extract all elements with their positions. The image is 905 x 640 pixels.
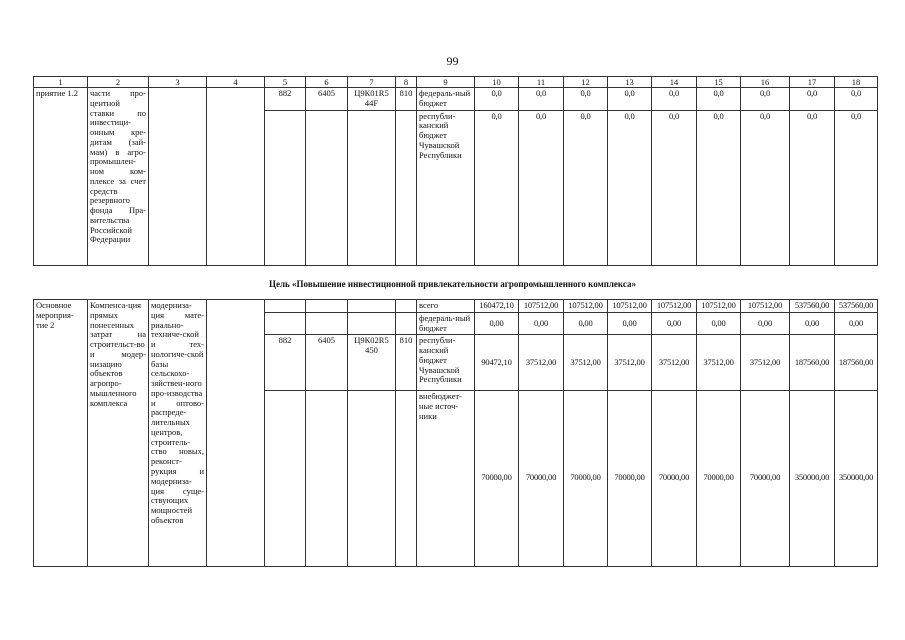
value-cell: 70000,00: [652, 391, 697, 567]
column-number: 7: [348, 77, 396, 88]
empty-cell: [396, 312, 417, 335]
value-cell: 0,0: [519, 110, 564, 265]
funding-source: республи-канский бюджет Чувашской Республики: [417, 110, 475, 265]
value-cell: 107512,00: [608, 300, 652, 313]
value-cell: 0,0: [697, 88, 741, 111]
value-cell: 187560,00: [790, 335, 835, 391]
column-number: 10: [475, 77, 519, 88]
column-number: 14: [652, 77, 697, 88]
value-cell: 0,0: [564, 110, 608, 265]
empty-cell: [149, 88, 207, 266]
column-number: 12: [564, 77, 608, 88]
column-number: 2: [88, 77, 149, 88]
table-goal-section: [33, 299, 878, 567]
table-continuation: [33, 76, 878, 266]
value-cell: 0,0: [519, 88, 564, 111]
empty-cell: [396, 110, 417, 265]
value-cell: 0,0: [652, 88, 697, 111]
empty-cell: [306, 391, 348, 567]
expense-type-code: 810: [396, 335, 417, 391]
value-cell: 0,0: [608, 110, 652, 265]
value-cell: 537560,00: [835, 300, 878, 313]
empty-cell: [306, 300, 348, 313]
column-number-row: [34, 77, 878, 88]
section-heading: Цель «Повышение инвестиционной привлекательности агропромышленного комплекса»: [269, 279, 636, 289]
empty-cell: [265, 312, 306, 335]
value-cell: 0,0: [652, 110, 697, 265]
value-cell: 107512,00: [652, 300, 697, 313]
column-number: 13: [608, 77, 652, 88]
value-cell: 0,00: [652, 312, 697, 335]
event-description-cell: части про-центной ставки по инвестици-онным кре-дитам (зай-мам) в агро-промышлен-ном ком-плексе за счет средств резервного фонда Пра-вительства Российской Федерации: [88, 88, 149, 266]
value-cell: 90472,10: [475, 335, 519, 391]
table-row: [34, 88, 878, 111]
column-number: 4: [207, 77, 265, 88]
value-cell: 70000,00: [741, 391, 790, 567]
funding-source: федераль-ный бюджет: [417, 312, 475, 335]
value-cell: 537560,00: [790, 300, 835, 313]
value-cell: 37512,00: [652, 335, 697, 391]
empty-cell: [207, 300, 265, 567]
funding-source: всего: [417, 300, 475, 313]
value-cell: 0,0: [475, 110, 519, 265]
value-cell: 0,00: [835, 312, 878, 335]
value-cell: 37512,00: [564, 335, 608, 391]
value-cell: 70000,00: [475, 391, 519, 567]
value-cell: 0,0: [741, 110, 790, 265]
value-cell: 37512,00: [608, 335, 652, 391]
empty-cell: [348, 312, 396, 335]
value-cell: 107512,00: [697, 300, 741, 313]
column-number: 3: [149, 77, 207, 88]
value-cell: 0,0: [697, 110, 741, 265]
column-number: 16: [741, 77, 790, 88]
column-number: 5: [265, 77, 306, 88]
event-name-cell: приятие 1.2: [34, 88, 88, 266]
section-code: 6405: [306, 335, 348, 391]
target-article-code: Ц9К01R5 44F: [348, 88, 396, 111]
empty-cell: [265, 110, 306, 265]
empty-cell: [396, 300, 417, 313]
value-cell: 0,0: [608, 88, 652, 111]
value-cell: 187560,00: [835, 335, 878, 391]
empty-cell: [265, 391, 306, 567]
column-number: 1: [34, 77, 88, 88]
empty-cell: [348, 110, 396, 265]
value-cell: 107512,00: [564, 300, 608, 313]
empty-cell: [207, 88, 265, 266]
grbs-code: 882: [265, 88, 306, 111]
column-number: 17: [790, 77, 835, 88]
empty-cell: [396, 391, 417, 567]
value-cell: 0,00: [790, 312, 835, 335]
value-cell: 0,00: [697, 312, 741, 335]
page-number: 99: [446, 54, 459, 68]
value-cell: 0,0: [475, 88, 519, 111]
empty-cell: [306, 312, 348, 335]
value-cell: 37512,00: [697, 335, 741, 391]
value-cell: 107512,00: [519, 300, 564, 313]
value-cell: 0,0: [835, 88, 878, 111]
section-code: 6405: [306, 88, 348, 111]
value-cell: 107512,00: [741, 300, 790, 313]
funding-source: республи-канский бюджет Чувашской Республики: [417, 335, 475, 391]
event-description-cell: Компенса-ция прямых понесенных затрат на строительст-во и модер-низацию объектов агропро-мышленного комплекса: [88, 300, 149, 567]
grbs-code: 882: [265, 335, 306, 391]
value-cell: 160472,10: [475, 300, 519, 313]
empty-cell: [265, 300, 306, 313]
value-cell: 0,00: [519, 312, 564, 335]
column-number: 15: [697, 77, 741, 88]
value-cell: 350000,00: [790, 391, 835, 567]
empty-cell: [348, 300, 396, 313]
value-cell: 37512,00: [519, 335, 564, 391]
column-number: 9: [417, 77, 475, 88]
value-cell: 70000,00: [519, 391, 564, 567]
value-cell: 70000,00: [608, 391, 652, 567]
column-number: 18: [835, 77, 878, 88]
column-number: 8: [396, 77, 417, 88]
target-article-code: Ц9К02R5 450: [348, 335, 396, 391]
event-result-cell: модерниза-ция мате-риально-техниче-ской и тех-нологиче-ской базы сельскохо-зяйствен-ного про-изводства и оптово-распреде-лительных центров, строитель-ство новых, реконст-рукция и модерниза-ция суще-ствующих мощностей объектов: [149, 300, 207, 567]
event-name-cell: Основное мероприя-тие 2: [34, 300, 88, 567]
value-cell: 0,0: [564, 88, 608, 111]
value-cell: 0,00: [564, 312, 608, 335]
table-row: [34, 300, 878, 313]
value-cell: 0,00: [741, 312, 790, 335]
funding-source: федераль-ный бюджет: [417, 88, 475, 111]
value-cell: 350000,00: [835, 391, 878, 567]
value-cell: 0,0: [741, 88, 790, 111]
value-cell: 0,00: [608, 312, 652, 335]
column-number: 11: [519, 77, 564, 88]
empty-cell: [306, 110, 348, 265]
empty-cell: [348, 391, 396, 567]
value-cell: 70000,00: [697, 391, 741, 567]
value-cell: 70000,00: [564, 391, 608, 567]
column-number: 6: [306, 77, 348, 88]
value-cell: 0,0: [790, 88, 835, 111]
funding-source: внебюджет-ные источ-ники: [417, 391, 475, 567]
value-cell: 0,0: [835, 110, 878, 265]
value-cell: 37512,00: [741, 335, 790, 391]
value-cell: 0,0: [790, 110, 835, 265]
expense-type-code: 810: [396, 88, 417, 111]
value-cell: 0,00: [475, 312, 519, 335]
